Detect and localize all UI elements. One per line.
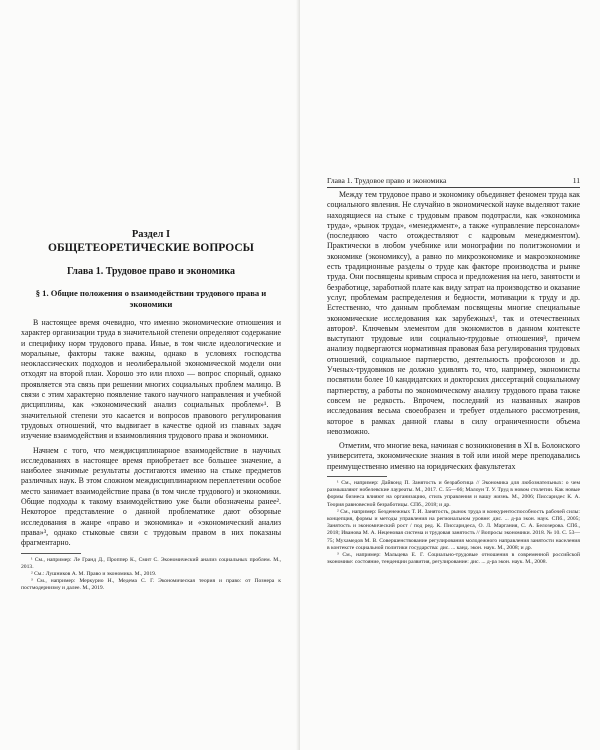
- footnote-rule: [21, 553, 81, 554]
- body-paragraph: Отметим, что многие века, начиная с возникновения в XI в. Болонского университета, экономические знания в той или иной мере преподавались преимущественно именно на юридических факультетах: [327, 441, 580, 471]
- section-title: ОБЩЕТЕОРЕТИЧЕСКИЕ ВОПРОСЫ: [48, 242, 254, 254]
- page-number: 11: [572, 176, 580, 185]
- footnote: ¹ См., например: Дайвонд П. Занятость и безработица // Экономика для любознательных: о чем размышляют нобелевские лауреаты. М., 2017. С. 55—66; Малоун Т. У. Труд в новом столетии. Как новые формы бизнеса влияют на организацию, стиль управления и вашу жизнь. М., 2006; Писсаридес К. А. Теория равновесной безработицы. СПб., 2018; и др.: [327, 480, 580, 508]
- chapter-title: Глава 1. Трудовое право и экономика: [66, 266, 236, 277]
- body-paragraph: Начнем с того, что междисциплинарное взаимодействие в научных исследованиях в настоящее время приобретает все большее значение, а наиболее значимые результаты достигаются именно на стыке предметов различных наук. В этом сложном междисциплинарном переплетении особое место занимает взаимодействие права (в том числе трудового) и экономики. Общие подходы к такому взаимодействию уже были обозначены ранее². Некоторое представление о данной проблематике дают обзорные исследования в жанре «право и экономика» и «экономический анализ права»³, однако стыковые связи с трудовым правом в них показаны фрагментарно.: [21, 445, 281, 548]
- body-paragraph: В настоящее время очевидно, что именно экономические отношения и характер организации труда в значительной степени определяют содержание и специфику норм трудового права. Иные, в том числе идеологические и моральные, факторы также важны, однако в условиях господства неоклассических подходов и неолиберальной экономической модели они отходят на второй план. Хорошо это или плохо — вопрос спорный, однако проявляется эта связь при решении многих социальных проблем малицо. В связи с этим характерно появление такого научного направления и учебной дисциплины, как «экономический анализ социальных проблем»¹. В значительной степени это касается и вопросов правового регулирования трудовых отношений, что выдвигает в качестве одной из главных задач изучение взаимодействия и взаимовлияния трудового права и экономики.: [21, 318, 281, 441]
- right-page: [300, 0, 600, 750]
- footnote: ¹ См., например: Ле Гранд Д., Проппер К., Смит С. Экономический анализ социальных проблем. М., 2013.: [21, 556, 281, 570]
- running-header: [327, 176, 580, 188]
- left-page-content: [21, 228, 281, 593]
- section-label: Раздел I: [131, 229, 171, 240]
- running-title: Глава 1. Трудовое право и экономика: [327, 176, 447, 185]
- footnote-rule: [327, 476, 387, 477]
- subsection-title: § 1. Общие положения о взаимодействии трудового права и экономики: [35, 288, 267, 309]
- body-paragraph: Между тем трудовое право и экономику объединяет феномен труда как социального явления. Не случайно в экономической науке выделяют такие находящиеся на стыке с трудовым правом подотрасли, как «экономика труда», «рынок труда», «менеджмент», а также «управление персоналом» (последнюю часто отождествляют с кадровым менеджментом). Практически в любом учебнике или монографии по политэкономии и экономике (экономиксу), а равно по микроэкономике и макроэкономике есть традиционные разделы о труде как факторе производства и рынке труда. Они посвящены кривым спроса и предложения на него, занятости и безработице, заработной плате как виду затрат на производство и оказание услуг, проблемам распределения и бедности, мотивации к труду и др. Естественно, что данным проблемам посвящены многие специальные экономические исследования как зарубежных¹, так и отечественных авторов². Ключевым элементом для экономистов в данном контексте выступают трудовые или социально-трудовые отношения³, причем анализу подвергаются нормативная правовая база регулирования трудовых отношений, социальное партнерство, деятельность профсоюзов и др. Ученых-трудовиков не должно удивлять то, что, например, экономисты посвятили более 10 кандидатских и докторских диссертаций социальному партнерству, а работы по экономическому анализу трудового права также совсем не редкость. Впрочем, последний из названных жанров исследования весьма своеобразен и требует отдельного рассмотрения, которое в рамках данной главы в силу ограниченности объема невозможно.: [327, 190, 580, 436]
- footnote: ³ См., например: Мальцева Е. Г. Социально-трудовые отношения в современной российской экономике: состояние, тенденции развития, регулирование: дис. ... д-ра экон. наук. М., 2008.: [327, 552, 580, 566]
- footnote: ² См.: Лушников А. М. Право и экономика. М., 2019.: [31, 570, 157, 577]
- footnote: ³ См., например: Меркурио Н., Медема С. Г. Экономическая теория и право: от Познера к постмодернизму и далее. М., 2019.: [21, 578, 281, 592]
- footnote: ² См., например: Безденежных Т. И. Занятость, рынок труда и конкурентоспособность рабочей силы: концепция, формы и методы управления на региональном уровне: дис. ... д-ра экон. наук. СПб., 2005; Занятость и экономический рост / под ред. К. Писсаридеса, О. Л. Маргания, С. А. Белозерова. СПб., 2018; Иванова М. А. Неценовая система и трудовая занятость // Вопросы экономики. 2018. № 10. С. 53—75; Мухамедов М. В. Совершенствование регулирования молодежного направления занятости населения в контексте социальной политики государства: дис. ... канд. экон. наук. М., 2008; и др.: [327, 508, 580, 551]
- right-page-content: [327, 190, 580, 566]
